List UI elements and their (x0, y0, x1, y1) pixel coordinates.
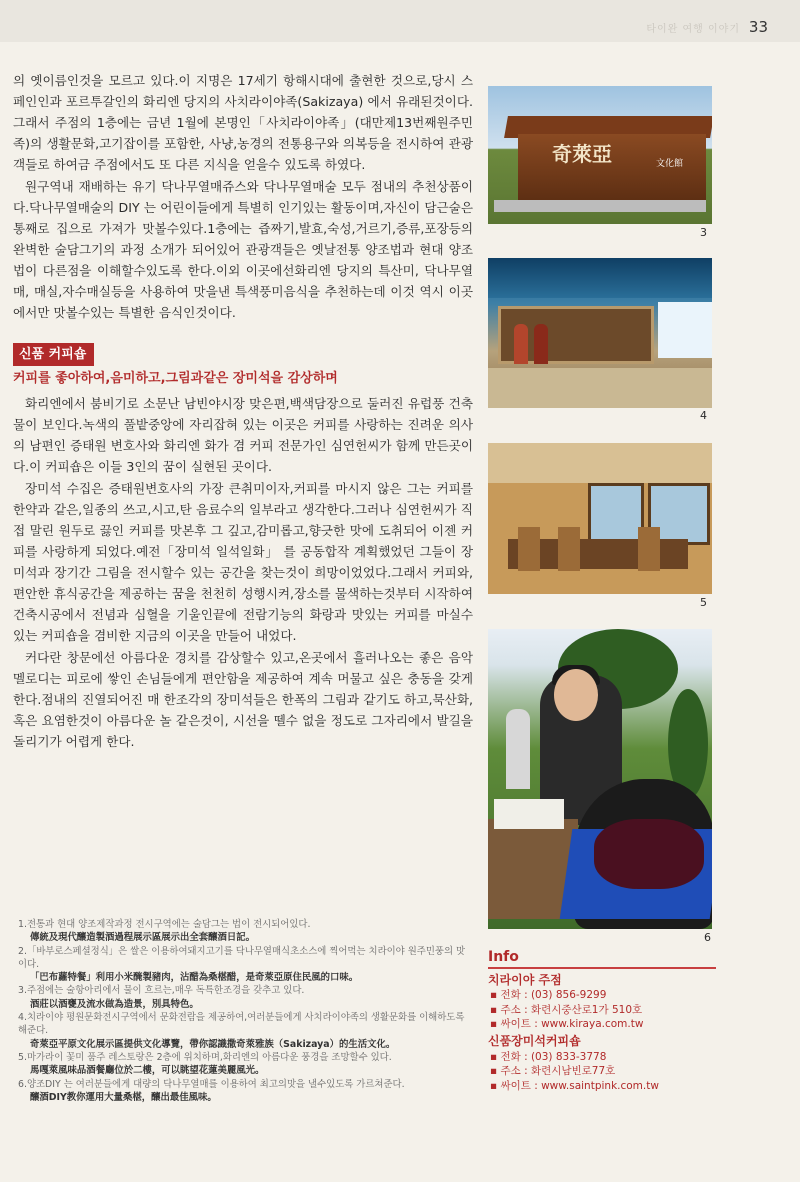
footnote-zh: 「巴布蘿特餐」利用小米醃製豬肉，沾醋為桑椹醋，是奇萊亞原住民風的口味。 (30, 972, 359, 984)
photo-6-caption: 6 (704, 931, 711, 944)
store-name: 치라이야 주점 (488, 972, 562, 987)
building-shape (518, 134, 706, 204)
store-address: ▪ 주소 : 화련시중산로1가 510호 (490, 1003, 643, 1016)
footnote-zh: 酒莊以酒甕及流水做為造景，別具特色。 (30, 998, 199, 1010)
photo-4-exhibit-hall (488, 258, 712, 408)
photo-6-diy-winemaking (488, 629, 712, 929)
paragraph: 의 옛이름인것을 모르고 있다.이 지명은 17세기 항해시대에 출현한 것으로,당시 스페인인과 포르투갈인의 화리엔 당지의 사치라이야족(Sakizaya) 에서 유래된것이다.그래서 주점의 1층에는 금년 1월에 본명인「사치라이야족」(대만제13번째원주민족)의 생활문화,고기잡이를 포함한, 사냥,농경의 전통용구와 의복등을 전시하여 관광객들로 하여금 주점에서도 또 다른 지식을 얻을수 있도록 하였다. (13, 73, 473, 172)
mulberry-pile (594, 819, 704, 889)
store-address: ▪ 주소 : 화련시남빈로77호 (490, 1065, 616, 1078)
section-header (13, 343, 473, 366)
mannequin-shape (534, 324, 548, 364)
chair-shape (638, 527, 660, 571)
store-phone: ▪ 전화 : (03) 833-3778 (490, 1050, 607, 1063)
footnote-ko: 5.마가라이 꽃미 품주 레스토랑은 2층에 위치하며,화리엔의 아름다운 풍경을 조망할수 있다. (18, 1051, 392, 1063)
footnote-zh: 傳統及現代釀造製酒過程展示區展示出全套釀酒日記。 (30, 932, 256, 944)
footnote-zh: 釀酒DIY教你運用大量桑椹，釀出最佳風味。 (30, 1091, 217, 1103)
footnote-zh: 奇萊亞平原文化展示區提供文化導覽，帶你認識撒奇萊雅族（Sakizaya）的生活文化。 (30, 1038, 396, 1050)
bottles-shape (494, 799, 564, 829)
chair-shape (518, 527, 540, 571)
store-website: ▪ 싸이트 : www.kiraya.com.tw (490, 1018, 644, 1031)
header-faded-text: 타이완 여행 이야기 (646, 24, 740, 35)
top-bar (0, 0, 800, 42)
photo-3-brewery-exterior (488, 86, 712, 224)
photo-5-restaurant (488, 443, 712, 594)
footnote-ko: 3.주점에는 술항아리에서 물이 흐르는,매우 독특한조경을 갖추고 있다. (18, 985, 305, 997)
info-box (488, 950, 716, 1093)
photo-4-caption: 4 (700, 409, 707, 422)
footnote-ko: 2.「바부로스페셜정식」은 쌀은 이용하여돼지고기를 닥나무열매식초소스에 찍어먹는 치라이야 원주민풍의 맛이다. (18, 945, 466, 970)
section-subtitle: 커피를 좋아하여,음미하고,그림과같은 장미석을 감상하며 (13, 371, 338, 386)
section-tag: 신품 커피숍 (13, 343, 94, 366)
paragraph: 원구역내 재배하는 유기 닥나무열매쥬스와 닥나무열매술 모두 점내의 추천상품이다.닥나무열매술의 DIY 는 어린이들에게 특별히 인기있는 활동이며,자신이 담근술은 통째로 집으로 가져가 맛볼수있다.1층에는 즙짜기,발효,숙성,거르기,증류,포장등의 완벽한 술담그기의 과정 소개가 되어있어 관광객들은 옛날전통 양조법과 현대 양조법이 다른점을 이해할수있도록 한다.이외 이곳에선화리엔 당지의 특산미, 닥나무열매, 매실,자수매실등을 사용하여 맛을낸 특색풍미음식을 추천하는데 이것 역시 이곳에서만 맛볼수있는 특별한 음식인것이다. (13, 179, 473, 320)
main-article (13, 70, 473, 753)
footnote-ko: 4.치라이야 평원문화전시구역에서 문화전람을 제공하여,여러분들에게 사치라이야족의 생활문화를 이해하도록 해준다. (18, 1012, 465, 1037)
footnote-ko: 6.양조DIY 는 여러분들에게 대량의 닥나무열매를 이용하여 최고의맛을 낼수있도록 가르쳐준다. (18, 1078, 405, 1090)
store-phone: ▪ 전화 : (03) 856-9299 (490, 989, 607, 1002)
footnotes (18, 918, 468, 1104)
info-title: Info (488, 950, 716, 969)
store-name: 신품장미석커피숍 (488, 1033, 581, 1048)
photo-5-caption: 5 (700, 596, 707, 609)
background-person (506, 709, 530, 789)
window-shape (658, 302, 712, 358)
window-shape (588, 483, 644, 545)
store-website: ▪ 싸이트 : www.saintpink.com.tw (490, 1079, 659, 1092)
photo-3-caption: 3 (700, 226, 707, 239)
floor-shape (488, 368, 712, 408)
chair-shape (558, 527, 580, 571)
building-sign: 文化館 (656, 159, 684, 169)
footnote-zh: 馬嘎萊風味品酒餐廳位於二樓，可以眺望花蓮美麗風光。 (30, 1065, 265, 1077)
paragraph: 커다란 창문에선 아름다운 경치를 감상할수 있고,온곳에서 흘러나오는 좋은 음악멜로디는 피로에 쌓인 손님들에게 편안함을 제공하여 계속 머물고 싶은 충동을 갖게 한다.점내의 진열되어진 매 한조각의 장미석들은 한폭의 그림과 같기도 하고,묵산화,혹은 요염한것이 아름다운 놀 같은것이, 시선을 뗄수 없을 정도로 그자리에서 발길을 돌리기가 어렵게 한다. (13, 650, 473, 749)
paragraph: 화리엔에서 붐비기로 소문난 남빈야시장 맞은편,백색담장으로 둘러진 유럽풍 건축물이 보인다.녹색의 풀밭중앙에 자리잡혀 있는 이곳은 커피를 사랑하는 진려운 의사의 남편인 증태원 변호사와 화리엔 화가 겸 커피 전문가인 심연헌씨가 함께 만든곳이다.이 커피숍은 이들 3인의 꿈이 실현된 곳이다. (13, 396, 473, 474)
page-number: 33 (748, 18, 768, 36)
ceiling-shape (488, 443, 712, 483)
face-shape (554, 669, 598, 721)
mannequin-shape (514, 324, 528, 364)
ceiling-shape (488, 258, 712, 298)
paragraph: 장미석 수집은 증태원변호사의 가장 큰취미이자,커피를 마시지 않은 그는 커피를 한약과 같은,일종의 쓰고,시고,탄 음료수의 일부라고 생각한다.그러나 심연헌씨가 직접 말린 원두로 끓인 커피를 맛본후 그 깊고,감미롭고,향긋한 맛에 도취되어 이젠 커피를 사랑하게 되었다.예전「장미석 일석일화」 를 공동합작 계획했었던 그들이 장미석과 장기간 그림을 전시할수 있는 공간을 찾는것이 희망이었었다.그래서 커피와, 편안한 휴식공간을 제공하는 꿈을 천천히 성행시켜,장소를 물색하는것부터 시작하여 건축시공에서 전념과 심혈을 기울인끝에 전람기능의 화랑과 맛있는 커피를 마실수 있는 커피숍을 겸비한 지금의 이곳을 만들어 내었다. (13, 481, 473, 643)
footnote-ko: 1.전통과 현대 양조제작과정 전시구역에는 술담그는 법이 전시되어있다. (18, 919, 311, 930)
building-logo: 奇萊亞 (552, 142, 612, 166)
water-feature (494, 200, 706, 212)
